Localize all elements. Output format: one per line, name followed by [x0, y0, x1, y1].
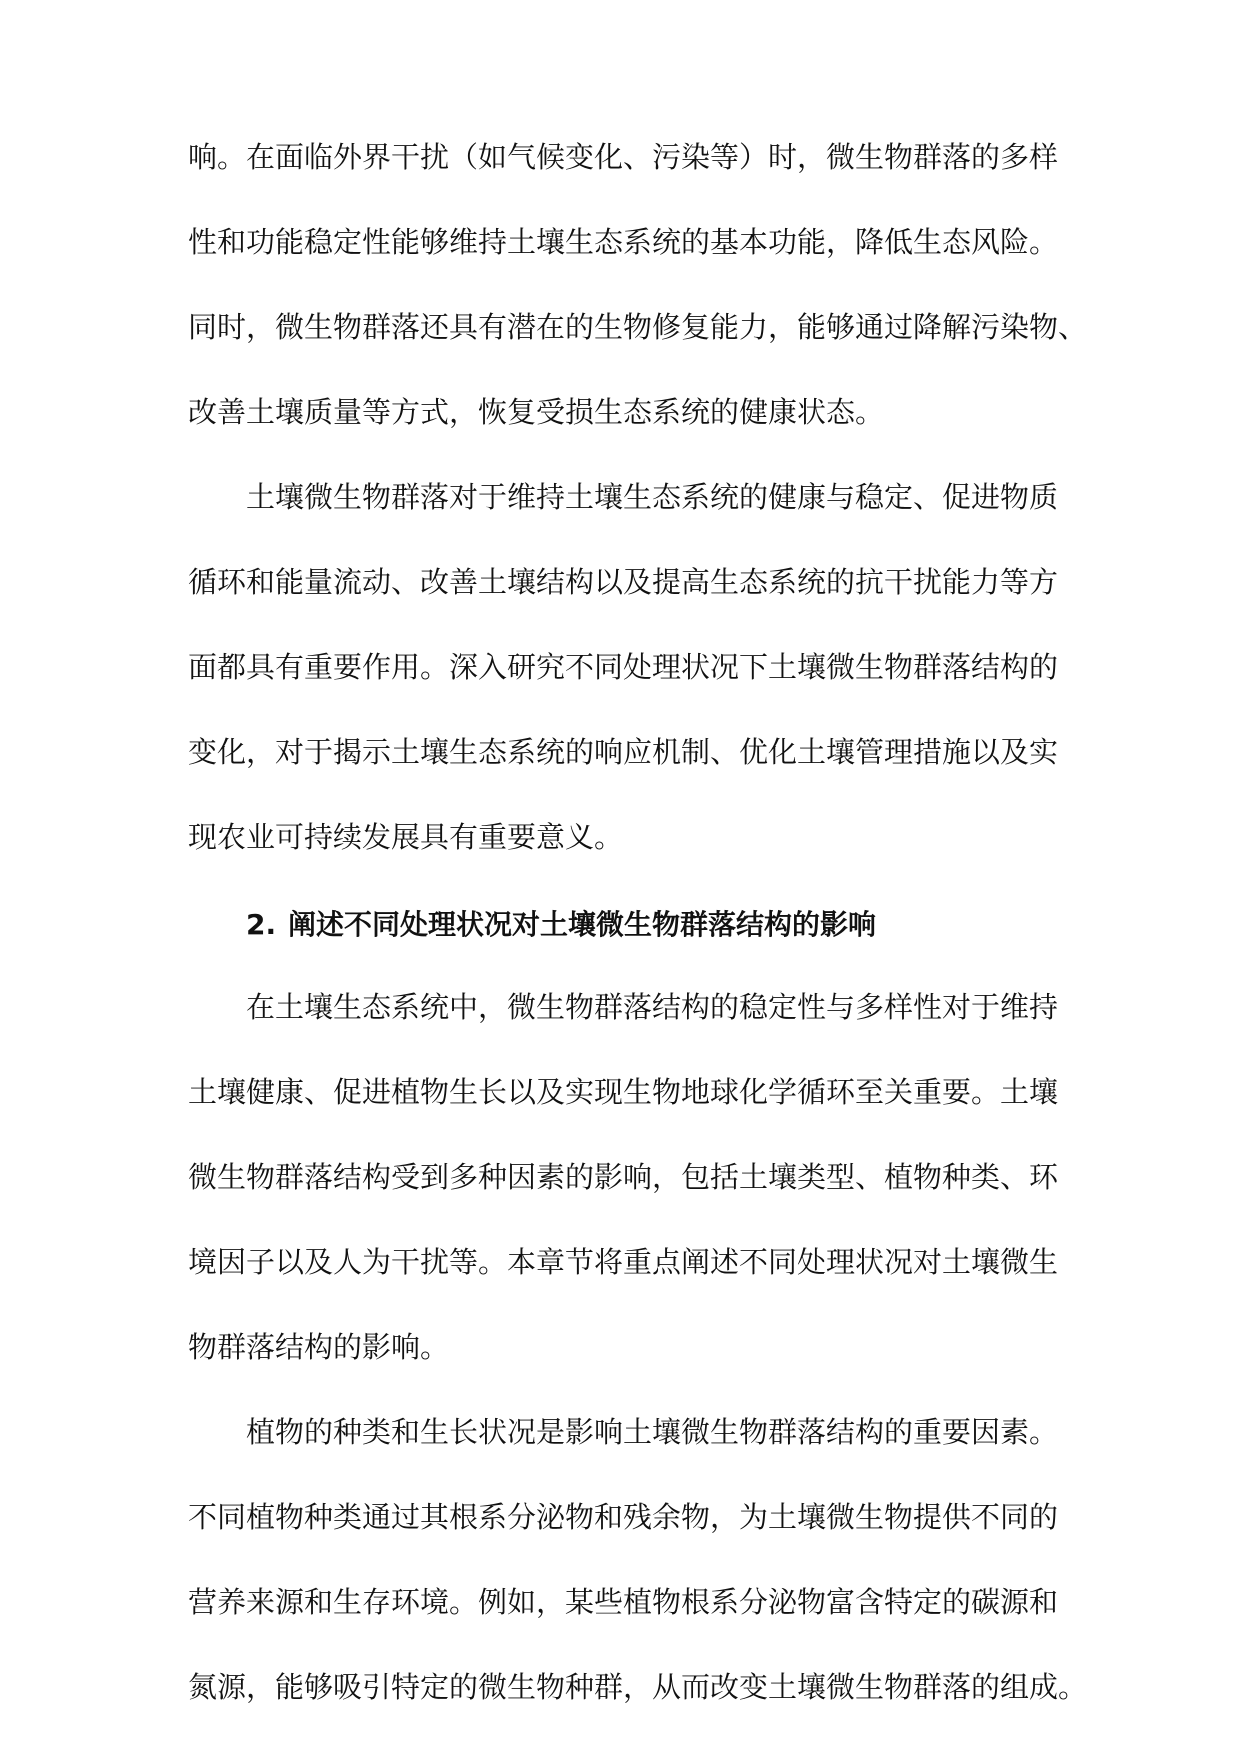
paragraph-2-line-2: 循环和能量流动、改善土壤结构以及提高生态系统的抗干扰能力等方 — [188, 565, 1059, 599]
paragraph-3-line-3: 微生物群落结构受到多种因素的影响，包括土壤类型、植物种类、环 — [188, 1160, 1059, 1194]
paragraph-2-line-5: 现农业可持续发展具有重要意义。 — [188, 820, 624, 854]
paragraph-1-line-2: 性和功能稳定性能够维持土壤生态系统的基本功能，降低生态风险。 — [188, 225, 1059, 259]
paragraph-1-line-4: 改善土壤质量等方式，恢复受损生态系统的健康状态。 — [188, 395, 885, 429]
paragraph-2-line-4: 变化，对于揭示土壤生态系统的响应机制、优化土壤管理措施以及实 — [188, 735, 1059, 769]
paragraph-3-line-2: 土壤健康、促进植物生长以及实现生物地球化学循环至关重要。土壤 — [188, 1075, 1059, 1109]
paragraph-2-line-3: 面都具有重要作用。深入研究不同处理状况下土壤微生物群落结构的 — [188, 650, 1059, 684]
paragraph-3-line-1: 在土壤生态系统中，微生物群落结构的稳定性与多样性对于维持 — [246, 990, 1059, 1024]
section-heading — [246, 905, 1058, 945]
paragraph-1-line-3: 同时，微生物群落还具有潜在的生物修复能力，能够通过降解污染物、 — [188, 310, 1088, 344]
paragraph-3-line-4: 境因子以及人为干扰等。本章节将重点阐述不同处理状况对土壤微生 — [188, 1245, 1059, 1279]
section-number: 2. — [246, 908, 277, 941]
paragraph-2-line-1: 土壤微生物群落对于维持土壤生态系统的健康与稳定、促进物质 — [246, 480, 1059, 514]
paragraph-3-line-5: 物群落结构的影响。 — [188, 1330, 450, 1364]
section-title: 阐述不同处理状况对土壤微生物群落结构的影响 — [288, 908, 877, 941]
paragraph-4-line-3: 营养来源和生存环境。例如，某些植物根系分泌物富含特定的碳源和 — [188, 1585, 1059, 1619]
paragraph-1-line-1: 响。在面临外界干扰（如气候变化、污染等）时，微生物群落的多样 — [188, 140, 1059, 174]
paragraph-4-line-1: 植物的种类和生长状况是影响土壤微生物群落结构的重要因素。 — [246, 1415, 1059, 1449]
paragraph-4-line-4: 氮源，能够吸引特定的微生物种群，从而改变土壤微生物群落的组成。 — [188, 1670, 1088, 1704]
paragraph-4-line-2: 不同植物种类通过其根系分泌物和残余物，为土壤微生物提供不同的 — [188, 1500, 1059, 1534]
